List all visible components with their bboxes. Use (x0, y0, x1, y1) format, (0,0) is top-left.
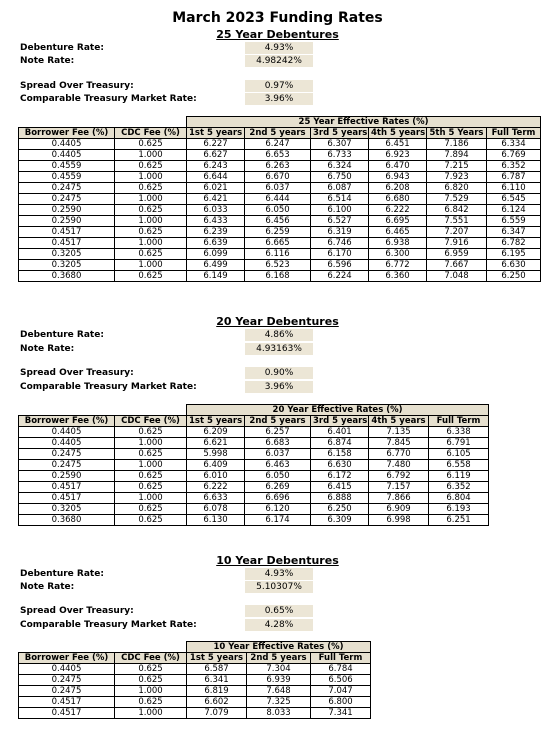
rate-cell: 6.499 (187, 260, 245, 271)
rate-cell: 6.193 (429, 504, 489, 515)
rate-cell: 6.208 (369, 183, 427, 194)
rate-cell: 7.866 (369, 493, 429, 504)
borrower-fee-cell: 0.2475 (19, 675, 115, 686)
rate-cell: 6.033 (187, 205, 245, 216)
rate-cell: 7.916 (427, 238, 487, 249)
rate-cell: 6.105 (429, 449, 489, 460)
table-row (19, 471, 489, 482)
rate-cell: 7.135 (369, 427, 429, 438)
rate-cell: 6.168 (245, 271, 311, 282)
rate-cell: 6.772 (369, 260, 427, 271)
table-row (19, 260, 541, 271)
rate-cell: 7.845 (369, 438, 429, 449)
rate-cell: 7.079 (187, 708, 247, 719)
rate-cell: 6.696 (245, 493, 311, 504)
rate-cell: 6.309 (311, 515, 369, 526)
note-rate-value: 4.98242% (245, 55, 313, 67)
rate-cell: 6.800 (311, 697, 371, 708)
rate-cell: 6.409 (187, 460, 245, 471)
table-row (19, 249, 541, 260)
rate-cell: 6.050 (245, 205, 311, 216)
cdc-fee-cell: 0.625 (115, 504, 187, 515)
cdc-fee-cell: 1.000 (115, 493, 187, 504)
rate-cell: 6.527 (311, 216, 369, 227)
rate-cell: 6.670 (245, 172, 311, 183)
cdc-fee-cell: 0.625 (115, 515, 187, 526)
rate-cell: 6.627 (187, 150, 245, 161)
table-row (19, 686, 371, 697)
column-header: 4th 5 years (369, 416, 429, 427)
cdc-fee-cell: 0.625 (115, 161, 187, 172)
column-header: 3rd 5 years (311, 416, 369, 427)
rate-cell: 6.360 (369, 271, 427, 282)
rate-cell: 7.529 (427, 194, 487, 205)
debenture-rate-label: Debenture Rate: (20, 330, 104, 340)
rate-cell: 6.239 (187, 227, 245, 238)
borrower-fee-cell: 0.4517 (19, 227, 115, 238)
rate-cell: 6.124 (487, 205, 541, 216)
rate-cell: 6.415 (311, 482, 369, 493)
rate-cell: 6.149 (187, 271, 245, 282)
borrower-fee-cell: 0.4517 (19, 493, 115, 504)
section-heading-10yr: 10 Year Debentures (216, 554, 339, 567)
rate-cell: 6.263 (245, 161, 311, 172)
note-rate-label: Note Rate: (20, 582, 75, 592)
treasury-label: Comparable Treasury Market Rate: (20, 94, 197, 104)
rate-cell: 6.116 (245, 249, 311, 260)
borrower-fee-cell: 0.3205 (19, 260, 115, 271)
rate-cell: 6.250 (487, 271, 541, 282)
rate-cell: 6.644 (187, 172, 245, 183)
treasury-value: 3.96% (245, 381, 313, 393)
rate-cell: 6.621 (187, 438, 245, 449)
rate-cell: 6.243 (187, 161, 245, 172)
rate-cell: 6.170 (311, 249, 369, 260)
rate-cell: 6.587 (187, 664, 247, 675)
rate-cell: 6.433 (187, 216, 245, 227)
cdc-fee-cell: 0.625 (115, 427, 187, 438)
cdc-fee-cell: 1.000 (115, 708, 187, 719)
rate-cell: 6.939 (247, 675, 311, 686)
rate-cell: 6.324 (311, 161, 369, 172)
rate-cell: 6.158 (311, 449, 369, 460)
borrower-fee-header: Borrower Fee (%) (19, 653, 115, 664)
rate-cell: 6.750 (311, 172, 369, 183)
table-row (19, 504, 489, 515)
rate-cell: 6.099 (187, 249, 245, 260)
rate-cell: 6.401 (311, 427, 369, 438)
table-row (19, 183, 541, 194)
rate-cell: 6.733 (311, 150, 369, 161)
borrower-fee-cell: 0.4405 (19, 427, 115, 438)
cdc-fee-cell: 0.625 (115, 482, 187, 493)
rate-cell: 6.770 (369, 449, 429, 460)
rate-cell: 6.938 (369, 238, 427, 249)
table-row (19, 438, 489, 449)
rate-cell: 7.047 (311, 686, 371, 697)
borrower-fee-cell: 0.3680 (19, 271, 115, 282)
rate-cell: 6.120 (245, 504, 311, 515)
rates-table-20yr (18, 404, 489, 526)
rate-cell: 6.421 (187, 194, 245, 205)
rate-cell: 6.269 (245, 482, 311, 493)
rate-cell: 6.259 (245, 227, 311, 238)
rate-cell: 6.222 (187, 482, 245, 493)
rate-cell: 6.792 (369, 471, 429, 482)
treasury-label: Comparable Treasury Market Rate: (20, 620, 197, 630)
rate-cell: 6.769 (487, 150, 541, 161)
cdc-fee-cell: 0.625 (115, 205, 187, 216)
column-header: Full Term (487, 128, 541, 139)
borrower-fee-header: Borrower Fee (%) (19, 416, 115, 427)
rate-cell: 6.352 (487, 161, 541, 172)
rate-cell: 6.087 (311, 183, 369, 194)
rate-cell: 6.874 (311, 438, 369, 449)
rate-cell: 6.630 (487, 260, 541, 271)
treasury-value: 3.96% (245, 93, 313, 105)
borrower-fee-cell: 0.2475 (19, 686, 115, 697)
rate-cell: 6.784 (311, 664, 371, 675)
borrower-fee-cell: 0.4405 (19, 664, 115, 675)
cdc-fee-cell: 0.625 (115, 271, 187, 282)
rate-cell: 5.998 (187, 449, 245, 460)
rate-cell: 6.319 (311, 227, 369, 238)
note-rate-value: 4.93163% (245, 343, 313, 355)
rate-cell: 6.300 (369, 249, 427, 260)
rate-cell: 7.207 (427, 227, 487, 238)
rate-cell: 6.247 (245, 139, 311, 150)
rate-cell: 6.506 (311, 675, 371, 686)
page-title: March 2023 Funding Rates (172, 10, 383, 26)
rate-cell: 6.347 (487, 227, 541, 238)
table-row (19, 515, 489, 526)
rate-cell: 8.033 (247, 708, 311, 719)
rates-table-10yr (18, 641, 371, 719)
table-group-header-row (19, 405, 489, 416)
rate-cell: 6.558 (429, 460, 489, 471)
rate-cell: 7.894 (427, 150, 487, 161)
table-row (19, 172, 541, 183)
rate-cell: 7.648 (247, 686, 311, 697)
table-row (19, 271, 541, 282)
table-row (19, 194, 541, 205)
cdc-fee-header: CDC Fee (%) (115, 128, 187, 139)
table-row (19, 216, 541, 227)
cdc-fee-cell: 1.000 (115, 172, 187, 183)
cdc-fee-header: CDC Fee (%) (115, 653, 187, 664)
rate-cell: 7.551 (427, 216, 487, 227)
rate-cell: 6.251 (429, 515, 489, 526)
rate-cell: 7.480 (369, 460, 429, 471)
rate-cell: 6.352 (429, 482, 489, 493)
rate-cell: 6.680 (369, 194, 427, 205)
rate-cell: 6.451 (369, 139, 427, 150)
rate-cell: 6.523 (245, 260, 311, 271)
rate-cell: 7.157 (369, 482, 429, 493)
rate-cell: 7.923 (427, 172, 487, 183)
table-header-row (19, 416, 489, 427)
column-header: Full Term (429, 416, 489, 427)
rate-cell: 6.174 (245, 515, 311, 526)
treasury-value: 4.28% (245, 619, 313, 631)
rate-cell: 7.304 (247, 664, 311, 675)
column-header: 3rd 5 years (311, 128, 369, 139)
blank-cell (19, 642, 187, 653)
rate-cell: 6.514 (311, 194, 369, 205)
borrower-fee-cell: 0.2475 (19, 460, 115, 471)
rate-cell: 6.998 (369, 515, 429, 526)
rate-cell: 6.545 (487, 194, 541, 205)
rate-cell: 6.959 (427, 249, 487, 260)
rate-cell: 6.119 (429, 471, 489, 482)
rate-cell: 6.195 (487, 249, 541, 260)
rate-cell: 6.665 (245, 238, 311, 249)
table-row (19, 238, 541, 249)
rate-cell: 6.037 (245, 449, 311, 460)
rate-cell: 6.639 (187, 238, 245, 249)
rate-cell: 6.633 (187, 493, 245, 504)
cdc-fee-cell: 1.000 (115, 194, 187, 205)
cdc-fee-cell: 1.000 (115, 150, 187, 161)
rate-cell: 6.596 (311, 260, 369, 271)
rate-cell: 6.791 (429, 438, 489, 449)
rate-cell: 6.227 (187, 139, 245, 150)
rate-cell: 6.787 (487, 172, 541, 183)
spread-label: Spread Over Treasury: (20, 81, 134, 91)
spread-label: Spread Over Treasury: (20, 368, 134, 378)
rate-cell: 6.010 (187, 471, 245, 482)
rate-cell: 6.456 (245, 216, 311, 227)
rate-cell: 6.842 (427, 205, 487, 216)
table-row (19, 493, 489, 504)
table-header-row (19, 653, 371, 664)
table-row (19, 708, 371, 719)
cdc-fee-cell: 0.625 (115, 249, 187, 260)
rate-cell: 6.804 (429, 493, 489, 504)
debenture-rate-value: 4.93% (245, 42, 313, 54)
rate-cell: 6.224 (311, 271, 369, 282)
blank-cell (19, 405, 187, 416)
rate-cell: 6.819 (187, 686, 247, 697)
borrower-fee-cell: 0.3205 (19, 504, 115, 515)
rate-cell: 6.250 (311, 504, 369, 515)
rate-cell: 6.888 (311, 493, 369, 504)
rate-cell: 6.209 (187, 427, 245, 438)
borrower-fee-header: Borrower Fee (%) (19, 128, 115, 139)
table-row (19, 449, 489, 460)
cdc-fee-cell: 1.000 (115, 686, 187, 697)
column-header: 1st 5 years (187, 416, 245, 427)
rate-cell: 6.444 (245, 194, 311, 205)
cdc-fee-cell: 1.000 (115, 438, 187, 449)
table-row (19, 161, 541, 172)
cdc-fee-cell: 0.625 (115, 227, 187, 238)
cdc-fee-cell: 0.625 (115, 697, 187, 708)
table-group-header-row (19, 117, 541, 128)
table-row (19, 664, 371, 675)
rate-cell: 6.100 (311, 205, 369, 216)
table-group-title: 10 Year Effective Rates (%) (187, 642, 371, 653)
rate-cell: 7.325 (247, 697, 311, 708)
rate-cell: 6.653 (245, 150, 311, 161)
table-group-title: 25 Year Effective Rates (%) (187, 117, 541, 128)
cdc-fee-cell: 0.625 (115, 449, 187, 460)
column-header: Full Term (311, 653, 371, 664)
rate-cell: 6.695 (369, 216, 427, 227)
borrower-fee-cell: 0.2475 (19, 194, 115, 205)
table-header-row (19, 128, 541, 139)
borrower-fee-cell: 0.3205 (19, 249, 115, 260)
debenture-rate-label: Debenture Rate: (20, 569, 104, 579)
spread-value: 0.90% (245, 367, 313, 379)
rate-cell: 6.172 (311, 471, 369, 482)
column-header: 2nd 5 years (247, 653, 311, 664)
cdc-fee-header: CDC Fee (%) (115, 416, 187, 427)
spread-value: 0.97% (245, 80, 313, 92)
cdc-fee-cell: 0.625 (115, 139, 187, 150)
borrower-fee-cell: 0.4517 (19, 482, 115, 493)
borrower-fee-cell: 0.4559 (19, 172, 115, 183)
rate-cell: 7.186 (427, 139, 487, 150)
cdc-fee-cell: 1.000 (115, 260, 187, 271)
column-header: 5th 5 Years (427, 128, 487, 139)
rate-cell: 6.021 (187, 183, 245, 194)
cdc-fee-cell: 0.625 (115, 675, 187, 686)
rate-cell: 7.215 (427, 161, 487, 172)
rate-cell: 6.307 (311, 139, 369, 150)
rate-cell: 6.463 (245, 460, 311, 471)
rate-cell: 6.820 (427, 183, 487, 194)
table-row (19, 427, 489, 438)
borrower-fee-cell: 0.2590 (19, 471, 115, 482)
rate-cell: 6.602 (187, 697, 247, 708)
borrower-fee-cell: 0.4517 (19, 708, 115, 719)
table-row (19, 227, 541, 238)
rate-cell: 7.667 (427, 260, 487, 271)
cdc-fee-cell: 1.000 (115, 216, 187, 227)
debenture-rate-value: 4.86% (245, 329, 313, 341)
rate-cell: 6.130 (187, 515, 245, 526)
rate-cell: 6.078 (187, 504, 245, 515)
rate-cell: 6.943 (369, 172, 427, 183)
rate-cell: 6.923 (369, 150, 427, 161)
borrower-fee-cell: 0.2475 (19, 449, 115, 460)
cdc-fee-cell: 0.625 (115, 664, 187, 675)
borrower-fee-cell: 0.4517 (19, 238, 115, 249)
borrower-fee-cell: 0.4405 (19, 139, 115, 150)
rate-cell: 6.909 (369, 504, 429, 515)
column-header: 2nd 5 years (245, 416, 311, 427)
rate-cell: 6.037 (245, 183, 311, 194)
section-heading-25yr: 25 Year Debentures (216, 28, 339, 41)
borrower-fee-cell: 0.2590 (19, 205, 115, 216)
borrower-fee-cell: 0.2475 (19, 183, 115, 194)
column-header: 1st 5 years (187, 128, 245, 139)
table-row (19, 150, 541, 161)
rate-cell: 6.746 (311, 238, 369, 249)
rates-table-25yr (18, 116, 541, 282)
debenture-rate-label: Debenture Rate: (20, 43, 104, 53)
rate-cell: 6.341 (187, 675, 247, 686)
table-group-title: 20 Year Effective Rates (%) (187, 405, 489, 416)
rate-cell: 6.782 (487, 238, 541, 249)
rate-cell: 6.050 (245, 471, 311, 482)
rate-cell: 6.470 (369, 161, 427, 172)
note-rate-value: 5.10307% (245, 581, 313, 593)
rate-cell: 6.334 (487, 139, 541, 150)
rate-cell: 7.048 (427, 271, 487, 282)
column-header: 4th 5 years (369, 128, 427, 139)
cdc-fee-cell: 1.000 (115, 460, 187, 471)
cdc-fee-cell: 0.625 (115, 471, 187, 482)
table-row (19, 697, 371, 708)
borrower-fee-cell: 0.2590 (19, 216, 115, 227)
spread-value: 0.65% (245, 605, 313, 617)
column-header: 1st 5 years (187, 653, 247, 664)
table-row (19, 460, 489, 471)
table-row (19, 675, 371, 686)
treasury-label: Comparable Treasury Market Rate: (20, 382, 197, 392)
debenture-rate-value: 4.93% (245, 568, 313, 580)
borrower-fee-cell: 0.4405 (19, 438, 115, 449)
table-row (19, 139, 541, 150)
rate-cell: 6.465 (369, 227, 427, 238)
column-header: 2nd 5 years (245, 128, 311, 139)
note-rate-label: Note Rate: (20, 56, 75, 66)
borrower-fee-cell: 0.3680 (19, 515, 115, 526)
borrower-fee-cell: 0.4559 (19, 161, 115, 172)
table-row (19, 205, 541, 216)
rate-cell: 6.110 (487, 183, 541, 194)
cdc-fee-cell: 0.625 (115, 183, 187, 194)
table-group-header-row (19, 642, 371, 653)
rate-cell: 6.683 (245, 438, 311, 449)
borrower-fee-cell: 0.4405 (19, 150, 115, 161)
borrower-fee-cell: 0.4517 (19, 697, 115, 708)
rate-cell: 6.338 (429, 427, 489, 438)
rate-cell: 6.222 (369, 205, 427, 216)
note-rate-label: Note Rate: (20, 344, 75, 354)
rate-cell: 7.341 (311, 708, 371, 719)
cdc-fee-cell: 1.000 (115, 238, 187, 249)
blank-cell (19, 117, 187, 128)
rate-cell: 6.257 (245, 427, 311, 438)
table-row (19, 482, 489, 493)
rate-cell: 6.559 (487, 216, 541, 227)
spread-label: Spread Over Treasury: (20, 606, 134, 616)
section-heading-20yr: 20 Year Debentures (216, 315, 339, 328)
rate-cell: 6.630 (311, 460, 369, 471)
